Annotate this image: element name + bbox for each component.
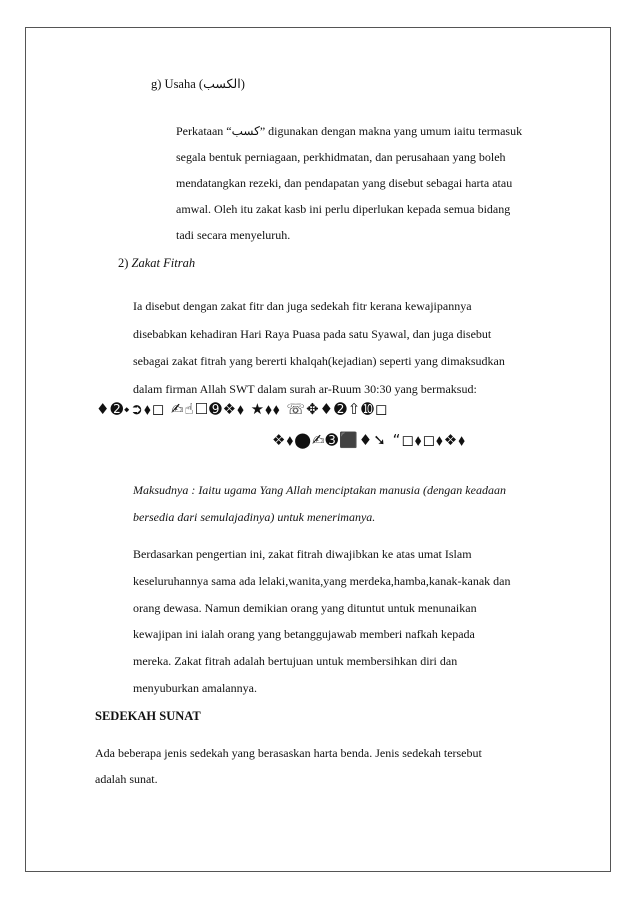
quran-verse-glyph-line-2: ❖⬧⬤✍➌⬛♦➘ “◻⬧◻⬧❖⬧ — [272, 431, 466, 449]
paragraph-line: mereka. Zakat fitrah adalah bertujuan untuk membersihkan diri dan — [133, 654, 458, 669]
section-2-heading — [118, 256, 195, 271]
sedekah-paragraph — [95, 740, 482, 792]
paragraph-line: disebabkan kehadiran Hari Raya Puasa pada satu Syawal, dan juga disebut — [133, 326, 492, 341]
paragraph-line: amwal. Oleh itu zakat kasb ini perlu diperlukan kepada semua bidang — [176, 202, 511, 216]
section-g-heading: g) Usaha (الكسب) — [151, 77, 245, 91]
paragraph-line: kewajipan ini ialah orang yang betanggujawab memberi nafkah kepada — [133, 627, 475, 642]
quran-verse-glyph-line-1: ♦➋⬩➲⬧◻ ✍☝☐➒❖⬧ ★⬧⬧ ☏✥♦➋⇧➓◻ — [96, 400, 389, 418]
paragraph-line: adalah sunat. — [95, 772, 158, 786]
sedekah-sunat-heading: SEDEKAH SUNAT — [95, 709, 201, 723]
paragraph-line: segala bentuk perniagaan, perkhidmatan, dan perusahaan yang boleh — [176, 150, 506, 164]
paragraph-line: Berdasarkan pengertian ini, zakat fitrah diwajibkan ke atas umat Islam — [133, 547, 472, 561]
paragraph-line: tadi secara menyeluruh. — [176, 228, 291, 242]
paragraph-line: Ia disebut dengan zakat fitr dan juga sedekah fitr kerana kewajipannya — [133, 299, 472, 313]
section-g-paragraph — [176, 118, 576, 248]
section-2-paragraph — [133, 293, 505, 403]
meaning-line: bersedia dari semulajadinya) untuk menerimanya. — [133, 510, 376, 524]
paragraph-line: Perkataan “كسب” digunakan dengan makna yang umum iaitu termasuk — [176, 124, 523, 138]
paragraph-line: mendatangkan rezeki, dan pendapatan yang disebut sebagai harta atau — [176, 176, 513, 190]
section-2-title: Zakat Fitrah — [131, 256, 196, 270]
meaning-line: Maksudnya : Iaitu ugama Yang Allah menciptakan manusia (dengan keadaan — [133, 483, 506, 497]
paragraph-line: dalam firman Allah SWT dalam surah ar-Ruum 30:30 yang bermaksud: — [133, 381, 477, 396]
paragraph-line: menyuburkan amalannya. — [133, 680, 257, 695]
paragraph-line: Ada beberapa jenis sedekah yang berasaskan harta benda. Jenis sedekah tersebut — [95, 746, 482, 760]
section-2-explanation — [133, 541, 511, 702]
paragraph-line: sebagai zakat fitrah yang bererti khalqah(kejadian) seperti yang dimaksudkan — [133, 354, 505, 368]
section-2-number: 2) — [118, 256, 129, 270]
paragraph-line: orang dewasa. Namun demikian orang yang dituntut untuk menunaikan — [133, 600, 477, 615]
verse-meaning — [133, 477, 506, 531]
paragraph-line: keseluruhannya sama ada lelaki,wanita,yang merdeka,hamba,kanak-kanak dan — [133, 573, 511, 588]
